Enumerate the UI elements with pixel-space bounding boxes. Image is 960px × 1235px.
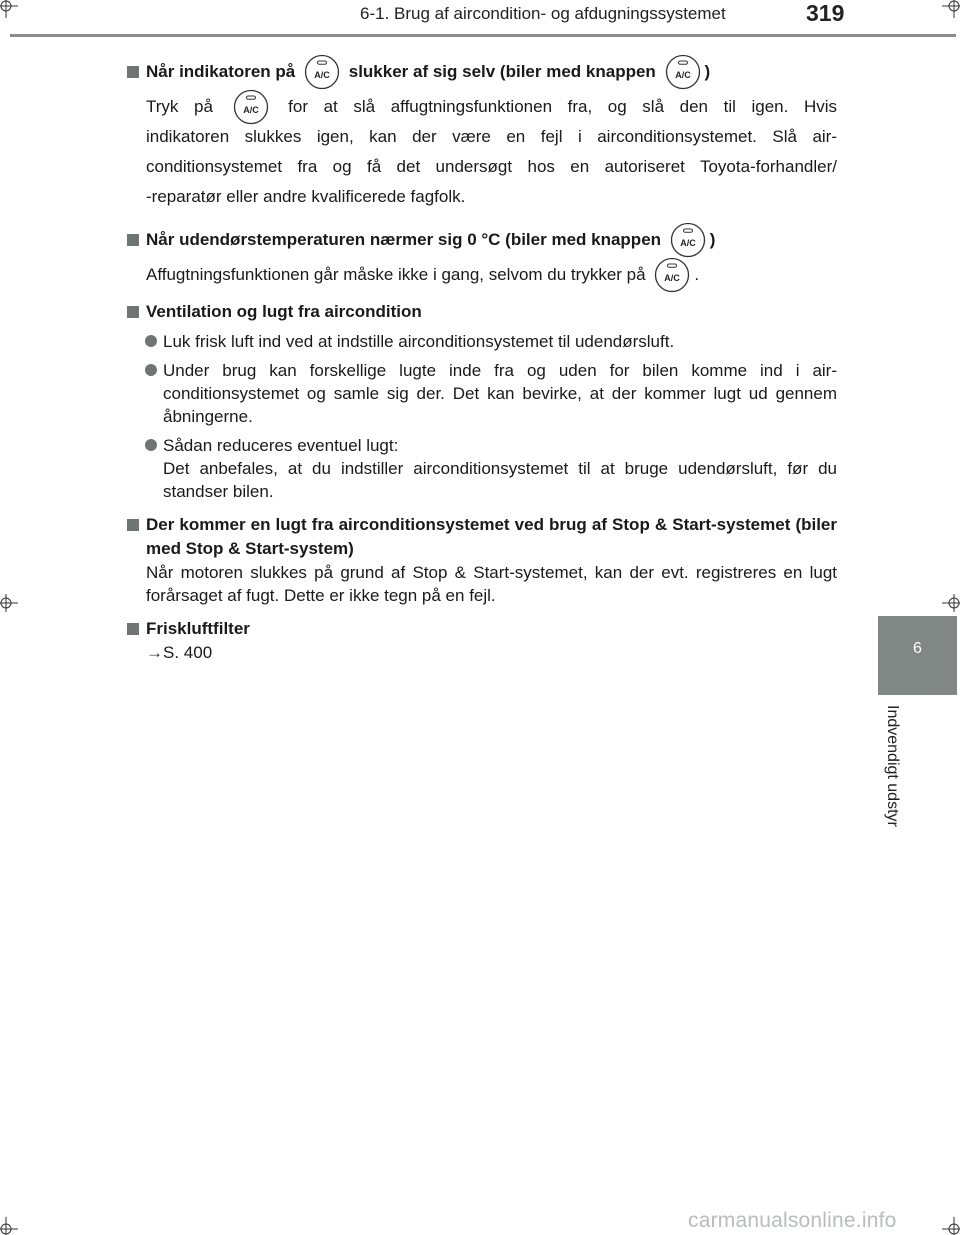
- chapter-tab: [878, 616, 957, 695]
- ac-button-icon: [304, 54, 340, 90]
- section-body: Når motoren slukkes på grund af Stop & Start-systemet, kan der evt. registreres en lugt forårsaget af fugt. Dette er ikke tegn på en fejl.: [146, 563, 837, 605]
- list-item: Under brug kan forskellige lugte inde fra og uden for bilen komme ind i air-conditionsystemet og samle sig der. Det kan bevirke, at der kommer lugt ud gennem åbningerne.: [127, 359, 837, 428]
- chapter-number: 6: [913, 640, 922, 657]
- crop-mark-icon: [942, 594, 960, 612]
- crop-mark-icon: [0, 1217, 18, 1235]
- section-body: Affugtningsfunktionen går måske ikke i gang, selvom du trykker på .: [127, 260, 837, 290]
- list-item: Sådan reduceres eventuel lugt: Det anbefales, at du indstiller airconditionsystemet til at bruge udendørsluft, før du standser bilen.: [127, 434, 837, 503]
- arrow-right-icon: →: [146, 643, 163, 662]
- section-heading: Friskluftfilter: [127, 617, 837, 641]
- section-heading: Der kommer en lugt fra airconditionsystemet ved brug af Stop & Start-systemet (biler med Stop & Start-system): [127, 513, 837, 561]
- ac-button-icon: [665, 54, 701, 90]
- round-bullet-icon: [145, 364, 157, 376]
- square-bullet-icon: [127, 306, 139, 318]
- ac-button-icon: [654, 257, 690, 293]
- square-bullet-icon: [127, 623, 139, 635]
- list-item: Luk frisk luft ind ved at indstille airconditionsystemet til udendørsluft.: [127, 330, 837, 353]
- ac-button-icon: [233, 89, 269, 125]
- section-heading: Når indikatoren på slukker af sig selv (biler med knappen ): [127, 60, 837, 84]
- watermark: carmanualsonline.info: [688, 1209, 897, 1232]
- section-indicator-off: [127, 60, 837, 212]
- chapter-label: Indvendigt udstyr: [884, 705, 901, 827]
- crop-mark-icon: [942, 0, 960, 18]
- section-outdoor-temp: [127, 228, 837, 290]
- section-stop-start-odor: [127, 513, 837, 607]
- header-rule: [10, 34, 956, 37]
- section-heading: Når udendørstemperaturen nærmer sig 0 °C (biler med knappen ): [127, 228, 837, 252]
- page-reference-link[interactable]: →S. 400: [146, 643, 213, 662]
- round-bullet-icon: [145, 335, 157, 347]
- ac-button-icon: [670, 222, 706, 258]
- page-content: [127, 60, 837, 675]
- crop-mark-icon: [0, 0, 18, 18]
- square-bullet-icon: [127, 66, 139, 78]
- section-ventilation-odor: [127, 300, 837, 503]
- square-bullet-icon: [127, 519, 139, 531]
- running-header: 6-1. Brug af aircondition- og afdugningssystemet: [360, 4, 726, 23]
- square-bullet-icon: [127, 234, 139, 246]
- crop-mark-icon: [942, 1217, 960, 1235]
- section-body: Tryk på for at slå affugtningsfunktionen fra, og slå den til igen. Hvis indikatoren slukkes igen, kan der være en fejl i airconditionsystemet. Slå air- conditionsystemet fra og få det undersøgt hos en autoriseret Toyota-forhandler/ -reparatør eller andre kvalificerede fagfolk.: [127, 92, 837, 212]
- page-number: 319: [806, 0, 845, 26]
- round-bullet-icon: [145, 439, 157, 451]
- section-fresh-air-filter: [127, 617, 837, 665]
- crop-mark-icon: [0, 594, 18, 612]
- section-heading: Ventilation og lugt fra aircondition: [127, 300, 837, 324]
